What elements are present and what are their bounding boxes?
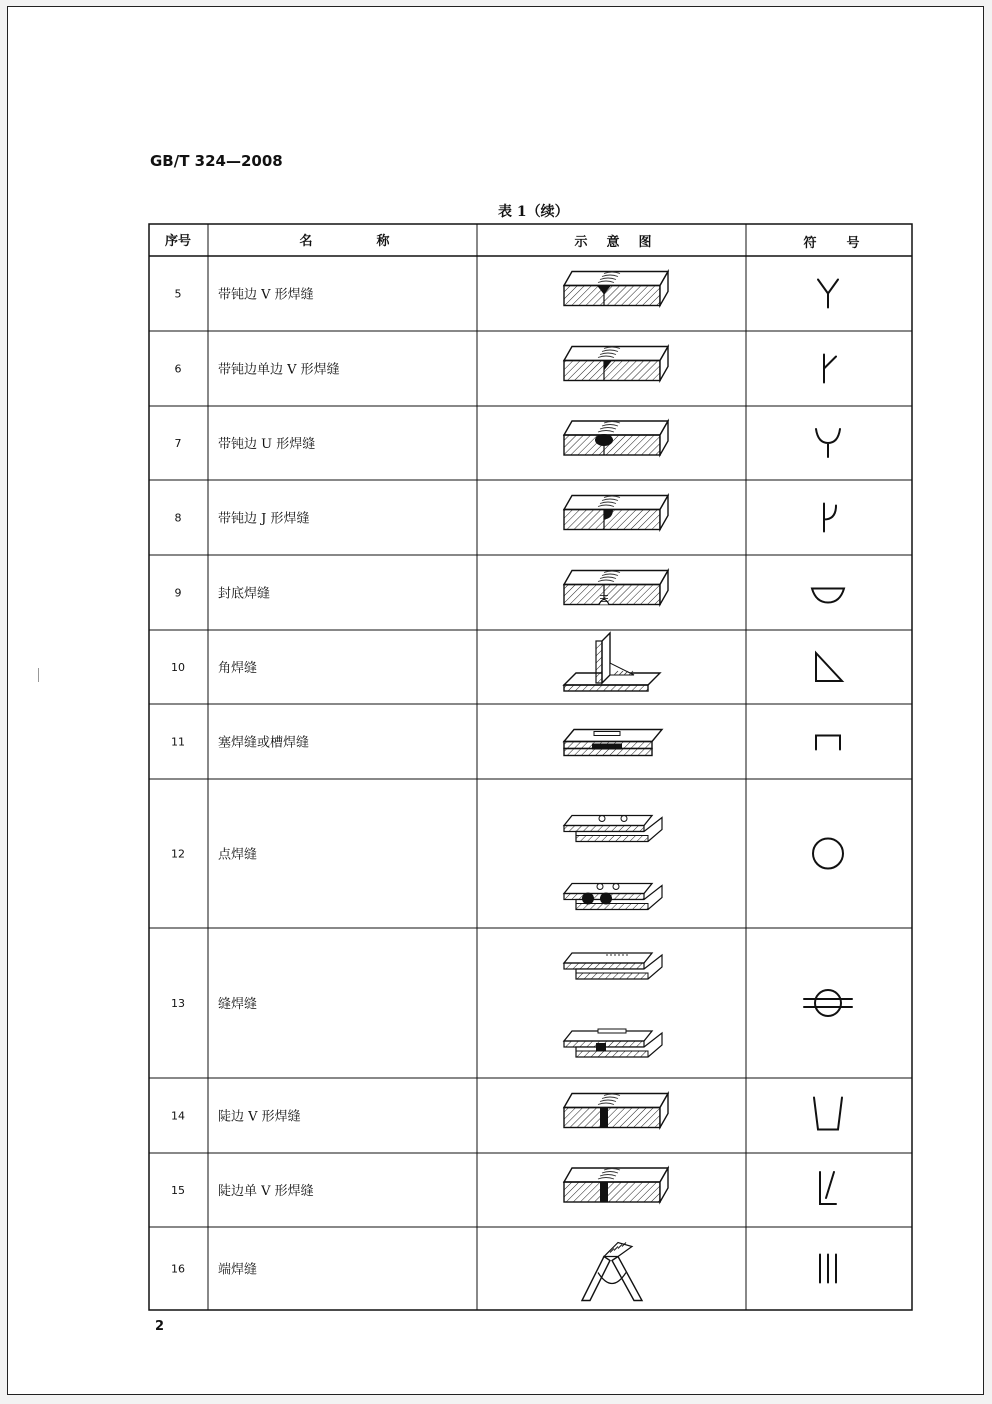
row-name: 陡边单 V 形焊缝: [218, 1184, 314, 1199]
table-row: [149, 1227, 912, 1301]
table-row: [175, 272, 839, 308]
steep-bevel-symbol-icon: [820, 1172, 836, 1204]
row-number: 16: [171, 1262, 185, 1276]
butt-joint-j-groove-diagram: [564, 496, 668, 530]
row-number: 11: [171, 735, 185, 749]
table-row: [149, 779, 912, 910]
butt-joint-single-v-root-face-diagram: [564, 272, 668, 306]
row-name: 带钝边 U 形焊缝: [218, 437, 316, 452]
row-name: 陡边 V 形焊缝: [218, 1109, 301, 1125]
row-name: 缝焊缝: [218, 997, 258, 1012]
col-header-name-1: 名: [299, 234, 313, 249]
row-number: 12: [171, 847, 185, 861]
table-row: [149, 928, 912, 1057]
table-row: [149, 331, 912, 383]
table-row: [149, 1153, 912, 1204]
row-name: 带钝边 V 形焊缝: [218, 287, 314, 303]
col-header-name-2: 称: [376, 234, 390, 249]
row-name: 塞焊缝或槽焊缝: [218, 735, 310, 751]
table-rows: [149, 272, 912, 1301]
col-header-seq: 序号: [164, 234, 192, 249]
plug-weld-symbol-icon: [816, 736, 840, 750]
row-number: 9: [174, 586, 182, 600]
spot-weld-diagram: [564, 816, 662, 910]
row-number: 10: [171, 661, 185, 674]
row-number: 15: [171, 1184, 185, 1197]
row-name: 端焊缝: [218, 1262, 258, 1278]
row-name: 点焊缝: [218, 847, 258, 863]
table-row: [149, 630, 912, 691]
y-symbol-icon: [818, 280, 838, 308]
col-header-symbol-2: 号: [846, 236, 860, 251]
fillet-triangle-symbol-icon: [816, 653, 842, 681]
row-number: 13: [171, 997, 185, 1010]
col-header-diagram-3: 图: [638, 235, 652, 250]
col-header-diagram-2: 意: [606, 235, 620, 250]
table-row: [149, 1078, 912, 1130]
butt-joint-u-groove-diagram: [564, 421, 668, 455]
table-row: [149, 480, 912, 532]
table-row: [149, 555, 912, 605]
triple-line-symbol-icon: [820, 1255, 836, 1283]
row-number: 14: [171, 1109, 185, 1123]
col-header-symbol-1: 符: [803, 236, 817, 251]
steep-flanked-v-weld-diagram: [564, 1094, 668, 1128]
table-frame: [149, 224, 912, 1310]
steep-v-symbol-icon: [814, 1098, 842, 1130]
edge-weld-diagram: [582, 1243, 642, 1301]
j-groove-symbol-icon: [824, 504, 836, 532]
col-header-diagram-1: 示: [574, 235, 588, 250]
backing-weld-symbol-icon: [812, 589, 844, 603]
row-name: 带钝边单边 V 形焊缝: [218, 362, 340, 378]
table-row: [149, 406, 912, 457]
circle-double-line-symbol-icon: [804, 990, 852, 1016]
seam-weld-diagram: [564, 953, 662, 1057]
circle-symbol-icon: [813, 839, 843, 869]
row-name: 带钝边 J 形焊缝: [218, 511, 310, 527]
table-caption: 表 1（续）: [498, 204, 569, 220]
row-number: 7: [174, 437, 182, 450]
backing-weld-diagram: [564, 571, 668, 605]
page-number: 2: [155, 1319, 165, 1334]
row-number: 5: [174, 287, 182, 301]
standard-number: GB/T 324—2008: [150, 152, 283, 170]
table-row: [149, 704, 912, 756]
butt-joint-single-bevel-root-face-diagram: [564, 347, 668, 381]
row-name: 封底焊缝: [218, 586, 271, 602]
row-number: 8: [174, 511, 182, 525]
fillet-weld-diagram: [564, 633, 660, 691]
steep-flanked-bevel-weld-diagram: [564, 1168, 668, 1202]
u-groove-symbol-icon: [816, 429, 840, 457]
half-y-symbol-icon: [824, 355, 836, 383]
plug-slot-weld-diagram: [564, 730, 662, 756]
row-name: 角焊缝: [218, 661, 258, 676]
row-number: 6: [174, 362, 182, 376]
